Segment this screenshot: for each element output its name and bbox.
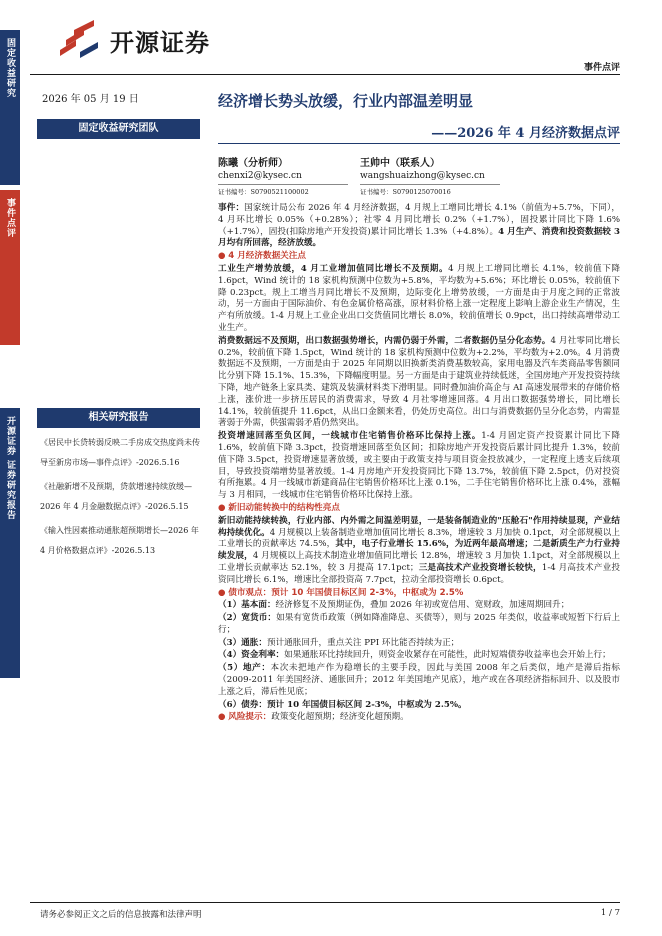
view-label: （2）宽货币：: [218, 613, 277, 624]
event-label: 事件：: [218, 203, 245, 213]
related-reports-heading: 相关研究报告: [37, 408, 200, 428]
view-item: [218, 663, 620, 698]
paragraph-industry: [218, 264, 620, 335]
author-card-2: [360, 157, 500, 199]
risk-text: 政策变化超预期；经济变化超预期。: [271, 712, 409, 723]
author-email[interactable]: wangshuaizhong@kysec.cn: [360, 171, 485, 181]
author-email[interactable]: chenxi2@kysec.cn: [218, 171, 302, 181]
view-item: [218, 638, 620, 650]
brand-logo: [58, 20, 210, 60]
sidebar-band-top: [0, 30, 20, 185]
sidebar-band-mid: [0, 190, 20, 345]
view-item: [218, 650, 620, 662]
para-text: 4 月社零同比增长 0.2%，较前值下降 1.5pct，Wind 统计的 18 家机构预测中位数为+2.2%，平均数为+2.0%。4 月消费数据远不及预期，一方面是由于 2025 年同期以旧换新类消费基数较高，家用电器及汽车类商品零售额同比分别下降 15.1%、15.3%，下降幅度明显。另一方面是由于建筑业持续低迷，全国房地产开发投资持续下降，地产链条上家具类、建筑及装潢材料类下滑明显。同时叠加油价高企与 AI 高速发展带来的存储价格上涨，涨价进一步挤压居民的消费需求，导致 4 月社零增速回落。4 月出口数据强势增长，同比增长 14.1%，较前值提升 11.6pct，从出口金额来看，仍处历史高位。出口与消费数据仍呈分化态势，内需显著弱于外需，供强需弱矛盾仍然突出。: [218, 335, 620, 429]
section-heading-3: [218, 588, 620, 600]
bullet-dot-icon: ●: [218, 502, 229, 513]
author-cert: 证书编号：S0790125070016: [360, 184, 500, 199]
sidebar-low-label: 开源证券 证券研究报告: [5, 416, 15, 521]
view-label: （5）地产：: [218, 663, 271, 674]
report-subtitle: ——2026 年 4 月经济数据点评: [431, 126, 620, 141]
view-label: （4）资金利率：: [218, 650, 285, 661]
team-banner: 固定收益研究团队: [37, 119, 200, 139]
section-heading-text: 4 月经济数据关注点: [228, 251, 306, 262]
author-name: 王帅中（联系人）: [360, 158, 440, 169]
view-text: 预计 10 年国债目标区间 2-3%，中枢或为 2.5%。: [266, 699, 467, 710]
related-reports-list: [40, 433, 203, 565]
report-type-tag: 事件点评: [583, 63, 620, 73]
page-number: 1 / 7: [600, 908, 620, 918]
paragraph-consumption: [218, 336, 620, 430]
para-bold: 三是高技术产业投资增长较快，: [418, 562, 542, 573]
para-bold: 其中，电子行业增长 15.6%，为近两年最高增速；二是新质生产力行业持续发展，: [218, 539, 620, 562]
para-text: 1-4 月高技术产业投资同比增长 6.1%，增速比全部投资高 7.7pct，拉动全部投资增长 0.6pct。: [218, 562, 620, 585]
view-text: 本次未把地产作为稳增长的主要手段，因此与美国 2008 年之后类似，地产是滞后指标（2009-2011 年美国经济、通胀回升；2012 年美国地产见底），地产或在各项经济指标回升、以及股市上涨之后，滞后性见底；: [218, 663, 620, 697]
view-text: 经济修复不及预期证伪，叠加 2026 年初或宽信用、宽财政，加速周期回升；: [275, 600, 570, 611]
view-label: （1）基本面：: [218, 600, 276, 611]
event-paragraph: [218, 203, 620, 250]
bullet-dot-icon: ●: [218, 712, 229, 723]
footer-divider: [30, 902, 620, 903]
view-text: 如果通胀环比持续回升，则资金收紧存在可能性，此时短端债券收益率也会开始上行；: [284, 650, 611, 661]
author-name: 陈曦（分析师）: [218, 158, 288, 169]
view-label: （6）债券：: [218, 699, 267, 710]
sidebar-mid-label: 事件点评: [5, 198, 15, 238]
paragraph-investment: [218, 431, 620, 502]
para-bold: 新旧动能持续转换，行业内部、内外需之间温差明显，一是装备制造业的"压舱石"作用持续显现，产业结构持续优化。: [218, 515, 620, 538]
report-date: 2026 年 05 月 19 日: [42, 94, 139, 105]
para-bold: 消费数据远不及预期，出口数据强势增长，内需仍弱于外需，二者数据仍呈分化态势。: [218, 335, 551, 346]
subtitle-divider: [218, 143, 620, 144]
related-report-item[interactable]: 《输入性因素推动通胀超预期增长—2026 年 4 月价格数据点评》-2026.5.13: [40, 526, 199, 555]
logo-mark-icon: [58, 20, 102, 60]
view-item: [218, 700, 620, 712]
event-bold: 4 月生产、消费和投资数据较 3 月均有所回落，经济放缓。: [218, 226, 620, 249]
risk-warning: [218, 712, 620, 724]
brand-name: 开源证券: [110, 28, 210, 57]
report-body: [218, 203, 620, 725]
paragraph-structure: [218, 516, 620, 587]
sidebar-band-low: [0, 408, 20, 678]
header-divider: [30, 74, 620, 75]
section-heading-text: 新旧动能转换中的结构性亮点: [228, 502, 340, 513]
view-item: [218, 613, 620, 637]
sidebar-top-label: 固定收益研究: [5, 38, 15, 98]
related-report-item[interactable]: 《居民中长贷转弱反映二手房成交热度尚未传导至新房市场—事件点评》-2026.5.16: [40, 438, 200, 467]
view-text: 如果有宽货币政策（例如降准降息、买债等），则与 2025 年类似，收益率或短暂下行后上行；: [218, 613, 620, 635]
para-text: 4 月规模以上装备制造业增加值同比增长 8.3%，增速较 3 月加快 0.1pct，对全部规模以上工业增长的贡献率达 74.5%，: [218, 527, 620, 550]
related-report-item[interactable]: 《社融新增不及预期，贷款增速持续放缓—2026 年 4 月金融数据点评》-2026.5.15: [40, 482, 192, 511]
para-bold: 投资增速回落至负区间，一线城市住宅销售价格环比保持上涨。: [218, 431, 482, 442]
para-text: 4 月规上工增同比增长 4.1%，较前值下降 1.6pct，Wind 统计的 18 家机构预测中位数为+5.8%，平均数为+5.6%；环比增长 0.05%，较前值下降 0.23pct。规上工增当月同比增长不及预期，边际变化上增势放缓，一方面是由于月度之间的正常波动，另一方面由于国际油价、有色金属价格高涨，原材料价格上涨一定程度上影响上游企业生产情况，生产有所放缓。1-4 月规上工业企业出口交货值同比增长 8.0%，较前值增长 0.9pct，出口持续高增带动工业生产。: [218, 263, 620, 333]
event-text: 国家统计局公布 2026 年 4 月经济数据，4 月规上工增同比增长 4.1%（前值为+5.7%，下同），4 月环比增长 0.05%（+0.28%）；社零 4 月同比增长 0.2%（+1.7%），固投累计同比下降 1.6%（+1.7%），固投(扣除房地产开发投资)累计同比增长 1.3%（+4.8%）。: [218, 203, 620, 237]
para-bold: 工业生产增势放缓，4 月工业增加值同比增长不及预期。: [218, 263, 449, 274]
bullet-dot-icon: ●: [218, 587, 229, 598]
para-text: 1-4 月固定资产投资累计同比下降 1.6%，较前值下降 3.3pct，投资增速回落至负区间；扣除房地产开发投资后累计同比提升 1.3%，较前值下降 3.5pct，投资增速显著放缓，或主要由于政策支持与项目资金投放减少，一定程度上透支后续项目，导致投资端增势显著放缓。1-4 月房地产开发投资同比下降 13.7%，较前值下降 2.5pct，仍对投资有所拖累。4 月一线城市新建商品住宅销售价格环比上涨 0.1%，二手住宅销售价格环比上涨 0.4%，涨幅与 3 月相同，一线城市住宅销售价格环比保持上涨。: [218, 431, 620, 501]
bullet-dot-icon: ●: [218, 251, 229, 262]
risk-label: 风险提示：: [228, 712, 272, 723]
view-label: （3）通胀：: [218, 637, 267, 648]
para-text: 4 月规模以上高技术制造业增加值同比增长 12.8%，增速较 3 月加快 1.1pct，对全部规模以上工业增长贡献率达 52.1%，较 3 月提高 17.1pct；: [218, 551, 620, 573]
section-heading-1: [218, 251, 620, 263]
report-title: 经济增长势头放缓，行业内部温差明显: [218, 92, 474, 110]
view-item: [218, 600, 620, 612]
section-heading-2: [218, 503, 620, 515]
section-heading-text: 债市观点：预计 10 年国债目标区间 2-3%，中枢或为 2.5%: [228, 587, 464, 598]
disclaimer-note: 请务必参阅正文之后的信息披露和法律声明: [40, 910, 202, 920]
author-card-1: [218, 157, 348, 199]
view-text: 预计通胀回升，重点关注 PPI 环比能否持续为正；: [266, 637, 460, 648]
author-cert: 证书编号：S0790521100002: [218, 184, 348, 199]
